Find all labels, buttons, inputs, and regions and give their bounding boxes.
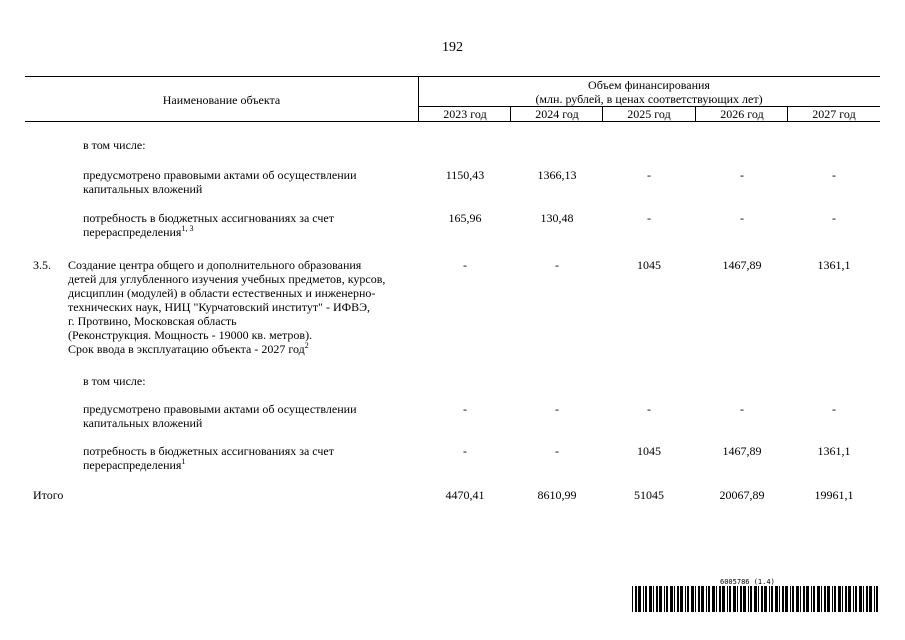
barcode-bar: [874, 586, 875, 612]
year-header-2027: 2027 год: [812, 107, 856, 121]
barcode-bar: [863, 586, 864, 612]
barcode-bar: [664, 586, 665, 612]
value-2026: 20067,89: [719, 488, 765, 502]
value-2026: 1467,89: [722, 444, 762, 458]
row-label: потребность в бюджетных ассигнованиях за счет перераспределения$^1$: [83, 444, 334, 472]
year-header-2026: 2026 год: [720, 107, 764, 121]
value-2024: 8610,99: [537, 488, 577, 502]
footnote-ref: 1: [181, 457, 186, 466]
barcode-bar: [750, 586, 752, 612]
value-2026: 1467,89: [722, 258, 762, 272]
value-2024: -: [555, 402, 559, 416]
barcode-image: [632, 586, 880, 612]
barcode-bar: [716, 586, 717, 612]
barcode-bar: [817, 586, 820, 612]
row-label: предусмотрено правовыми актами об осуществлении капитальных вложений: [83, 402, 357, 430]
value-2025: 1045: [637, 444, 661, 458]
barcode-bar: [729, 586, 731, 612]
barcode-bar: [754, 586, 757, 612]
barcode-bar: [674, 586, 675, 612]
footnote-ref: 1, 3: [181, 224, 194, 233]
value-2025: -: [647, 168, 651, 182]
barcode-bar: [838, 586, 841, 612]
barcode-bar: [758, 586, 759, 612]
barcode-bar: [737, 586, 738, 612]
column-header-funding: Объем финансирования (млн. рублей, в ценах соответствующих лет): [535, 78, 763, 106]
value-2027: 1361,1: [817, 258, 851, 272]
barcode-bar: [806, 586, 809, 612]
value-2024: 130,48: [540, 211, 574, 225]
barcode-bar: [775, 586, 778, 612]
barcode-bar: [727, 586, 728, 612]
barcode-bar: [827, 586, 830, 612]
barcode-bar: [792, 586, 794, 612]
value-2025: 51045: [634, 488, 664, 502]
value-2023: -: [463, 402, 467, 416]
barcode-bar: [782, 586, 784, 612]
barcode-bar: [771, 586, 773, 612]
item-description: Создание центра общего и дополнительного образования детей для углубленного изучения учебных предметов, курсов, дисциплин (модулей) в области естественных и инженерно- технических наук, НИЦ "Курчатовский институт" - ИФВЭ, г. Протвино, Московская область (Реконструкция. Мощность - 19000 кв. метров). Срок ввода в эксплуатацию объекта - 2027 год$^2$: [68, 258, 386, 356]
barcode-bar: [632, 586, 633, 612]
barcode-bar: [712, 586, 715, 612]
barcode-bar: [748, 586, 749, 612]
value-2027: -: [832, 168, 836, 182]
barcode-bar: [803, 586, 805, 612]
including-label: в том числе:: [83, 374, 146, 388]
barcode-bar: [649, 586, 652, 612]
barcode-bar: [638, 586, 641, 612]
barcode-bar: [853, 586, 854, 612]
value-2024: -: [555, 258, 559, 272]
barcode-bar: [677, 586, 679, 612]
row-label: предусмотрено правовыми актами об осуществлении капитальных вложений: [83, 168, 357, 196]
value-2026: -: [740, 168, 744, 182]
barcode-bar: [869, 586, 872, 612]
value-2023: -: [463, 258, 467, 272]
barcode-bar: [790, 586, 791, 612]
barcode-bar: [876, 586, 878, 612]
barcode-bar: [743, 586, 746, 612]
barcode-bar: [785, 586, 788, 612]
value-2024: -: [555, 444, 559, 458]
barcode-bar: [695, 586, 696, 612]
column-header-name: Наименование объекта: [162, 93, 281, 107]
barcode-bar: [706, 586, 707, 612]
barcode-bar: [834, 586, 836, 612]
value-2027: 19961,1: [814, 488, 854, 502]
value-2023: -: [463, 444, 467, 458]
year-header-2024: 2024 год: [535, 107, 579, 121]
barcode-bar: [848, 586, 851, 612]
barcode-bar: [764, 586, 767, 612]
barcode-bar: [866, 586, 868, 612]
value-2026: -: [740, 402, 744, 416]
total-label: Итого: [33, 488, 64, 502]
page-number: 192: [442, 40, 463, 55]
barcode-bar: [656, 586, 658, 612]
barcode-bar: [685, 586, 686, 612]
barcode-bar: [859, 586, 862, 612]
header-top-rule: [25, 76, 880, 77]
barcode-bar: [832, 586, 833, 612]
barcode-bar: [796, 586, 799, 612]
value-2027: -: [832, 211, 836, 225]
barcode-bar: [733, 586, 736, 612]
value-2023: 4470,41: [445, 488, 485, 502]
barcode-bar: [722, 586, 725, 612]
row-label: потребность в бюджетных ассигнованиях за счет перераспределения$^{1, 3}$: [83, 211, 334, 239]
barcode-bar: [666, 586, 668, 612]
value-2023: 1150,43: [445, 168, 485, 182]
barcode-bar: [708, 586, 710, 612]
barcode-bar: [691, 586, 694, 612]
barcode-bar: [698, 586, 700, 612]
barcode-label: 6005786 (1.4): [720, 578, 775, 586]
value-2023: 165,96: [448, 211, 482, 225]
barcode-bar: [719, 586, 721, 612]
value-2025: -: [647, 211, 651, 225]
value-2027: -: [832, 402, 836, 416]
barcode-bar: [769, 586, 770, 612]
barcode-bar: [680, 586, 683, 612]
barcode-bar: [824, 586, 826, 612]
barcode-bar: [811, 586, 812, 612]
barcode-bar: [643, 586, 644, 612]
barcode-bar: [845, 586, 847, 612]
header-bottom-rule: [25, 121, 880, 122]
year-header-2025: 2025 год: [627, 107, 671, 121]
item-number: 3.5.: [33, 258, 51, 272]
value-2026: -: [740, 211, 744, 225]
value-2025: 1045: [637, 258, 661, 272]
value-2025: -: [647, 402, 651, 416]
barcode-bar: [761, 586, 763, 612]
barcode-bar: [800, 586, 801, 612]
barcode-bar: [779, 586, 780, 612]
barcode-bar: [842, 586, 843, 612]
barcode-bar: [653, 586, 654, 612]
barcode-bar: [659, 586, 662, 612]
including-label: в том числе:: [83, 138, 146, 152]
year-header-2023: 2023 год: [443, 107, 487, 121]
barcode-bar: [813, 586, 815, 612]
footnote-ref: 2: [304, 341, 309, 350]
value-2027: 1361,1: [817, 444, 851, 458]
value-2024: 1366,13: [537, 168, 577, 182]
barcode-bar: [670, 586, 673, 612]
barcode-bar: [645, 586, 647, 612]
barcode-bar: [740, 586, 742, 612]
barcode-bar: [855, 586, 857, 612]
barcode-bar: [701, 586, 704, 612]
barcode-bar: [821, 586, 822, 612]
barcode-bar: [635, 586, 637, 612]
barcode-bar: [687, 586, 689, 612]
